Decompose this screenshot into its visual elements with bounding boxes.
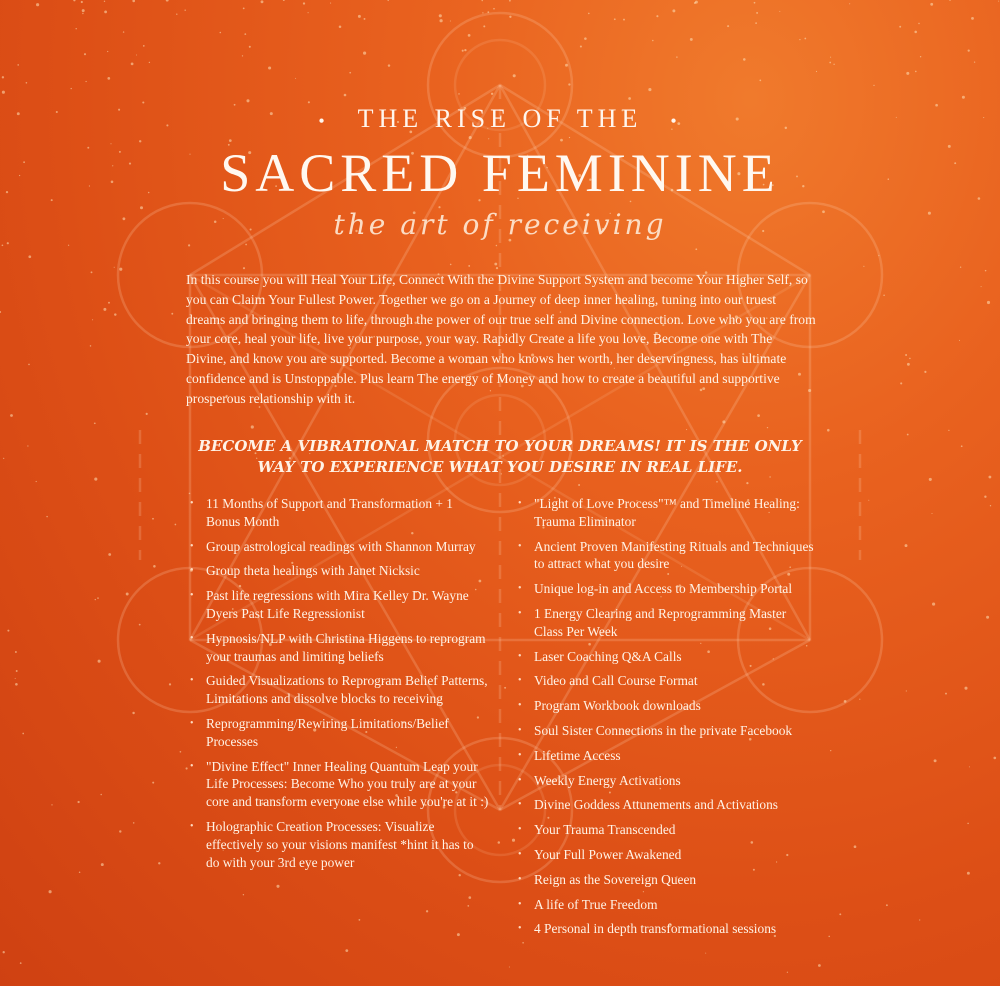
- sparkle-dot: [839, 913, 841, 915]
- sparkle-dot: [108, 553, 111, 556]
- sparkle-dot: [339, 25, 342, 28]
- sparkle-dot: [988, 476, 991, 479]
- sparkle-dot: [119, 268, 122, 271]
- sparkle-dot: [364, 18, 366, 20]
- sparkle-dot: [345, 949, 348, 952]
- sparkle-dot: [886, 904, 888, 906]
- sparkle-dot: [0, 311, 1, 313]
- sparkle-dot: [759, 80, 761, 82]
- sparkle-dot: [883, 295, 885, 297]
- sparkle-dot: [672, 9, 675, 12]
- sparkle-dot: [358, 919, 360, 921]
- sparkle-dot: [458, 93, 460, 95]
- sparkle-dot: [344, 94, 347, 97]
- sparkle-dot: [90, 345, 92, 347]
- sparkle-dot: [251, 425, 254, 428]
- sparkle-dot: [243, 267, 245, 269]
- sparkle-dot: [84, 53, 86, 55]
- sparkle-dot: [2, 244, 4, 246]
- sparkle-dot: [569, 137, 570, 138]
- sparkle-dot: [900, 382, 902, 384]
- list-item: • Your Full Power Awakened: [518, 846, 818, 864]
- sparkle-dot: [504, 687, 506, 689]
- list-item: • A life of True Freedom: [518, 896, 818, 914]
- sparkle-dot: [244, 33, 246, 35]
- sparkle-dot: [494, 263, 497, 266]
- sparkle-dot: [949, 0, 951, 1]
- list-item: • Group astrological readings with Shannon Murray: [190, 538, 490, 556]
- sparkle-dot: [131, 63, 134, 66]
- sparkle-dot: [82, 9, 85, 12]
- list-item: • Group theta healings with Janet Nicksic: [190, 562, 490, 580]
- sparkle-dot: [2, 76, 4, 78]
- sparkle-dot: [962, 96, 965, 99]
- pre-title: [0, 104, 1000, 134]
- sparkle-dot: [68, 245, 69, 246]
- sparkle-dot: [146, 413, 148, 415]
- sparkle-dot: [907, 363, 910, 366]
- sparkle-dot: [243, 894, 244, 895]
- sparkle-dot: [905, 544, 908, 547]
- sparkle-dot: [439, 14, 442, 17]
- sparkle-dot: [169, 683, 171, 685]
- sparkle-dot: [136, 55, 137, 56]
- sparkle-dot: [26, 82, 28, 84]
- sparkle-dot: [27, 445, 28, 446]
- dot-icon: •: [318, 110, 330, 131]
- sparkle-dot: [990, 505, 991, 506]
- sparkle-dot: [676, 56, 677, 57]
- sparkle-dot: [648, 88, 651, 91]
- list-item: • 11 Months of Support and Transformation + 1 Bonus Month: [190, 495, 490, 531]
- sparkle-dot: [998, 1, 999, 2]
- sparkle-dot: [909, 358, 911, 360]
- sparkle-dot: [457, 933, 460, 936]
- sparkle-dot: [180, 751, 182, 753]
- sparkle-dot: [924, 371, 926, 373]
- list-item: • Hypnosis/NLP with Christina Higgens to reprogram your traumas and limiting beliefs: [190, 630, 490, 666]
- sparkle-dot: [276, 885, 279, 888]
- sparkle-dot: [987, 301, 990, 304]
- sparkle-dot: [143, 45, 145, 47]
- sparkle-dot: [15, 683, 18, 686]
- sparkle-dot: [152, 782, 154, 784]
- sparkle-dot: [469, 136, 472, 139]
- sparkle-dot: [757, 414, 760, 417]
- sparkle-dot: [830, 57, 831, 58]
- sparkle-dot: [171, 313, 173, 315]
- sparkle-dot: [51, 804, 52, 805]
- intro-paragraph: In this course you will Heal Your Life, Connect With the Divine Support System and become Your Higher Self, so you can Claim Your Fullest Power. Together we go on a Journey of deep inner healing, tuning into our truest dreams and bringing them to life, through the power of our true self and Divine connection. Love who you are from your core, heal your life, live your purpose, your way. Rapidly Create a life you love, Become one with The Divine, and know you are supported. Become a woman who knows her worth, her deservingness, has ultimate confidence and is Unstoppable. Plus learn The energy of Money and how to create a beautiful and supportive prosperous relationship with it.: [186, 272, 816, 406]
- sparkle-dot: [767, 427, 768, 428]
- sparkle-dot: [7, 630, 9, 632]
- sparkle-dot: [7, 242, 9, 244]
- sparkle-dot: [36, 481, 37, 482]
- sparkle-dot: [107, 51, 108, 52]
- sparkle-dot: [509, 966, 510, 967]
- list-item: • Ancient Proven Manifesting Rituals and Techniques to attract what you desire: [518, 538, 818, 574]
- list-item: • Reign as the Sovereign Queen: [518, 871, 818, 889]
- sparkle-dot: [849, 3, 850, 4]
- sparkle-dot: [854, 845, 857, 848]
- sparkle-dot: [705, 953, 706, 954]
- sparkle-dot: [906, 690, 907, 691]
- sparkle-dot: [91, 271, 93, 273]
- sparkle-dot: [971, 17, 974, 20]
- sparkle-dot: [491, 93, 493, 95]
- sparkle-dot: [308, 12, 309, 13]
- sparkle-dot: [915, 71, 917, 73]
- sparkle-dot: [426, 910, 428, 912]
- sparkle-dot: [899, 26, 901, 28]
- sparkle-dot: [513, 74, 516, 77]
- sparkle-dot: [22, 733, 24, 735]
- sparkle-dot: [628, 97, 631, 100]
- sparkle-dot: [28, 364, 30, 366]
- sparkle-dot: [10, 414, 13, 417]
- sparkle-dot: [363, 52, 366, 55]
- sparkle-dot: [967, 823, 969, 825]
- sparkle-dot: [108, 302, 110, 304]
- sparkle-dot: [153, 565, 156, 568]
- list-item: • Program Workbook downloads: [518, 697, 818, 715]
- sparkle-dot: [816, 71, 817, 72]
- sparkle-dot: [249, 46, 251, 48]
- sparkle-dot: [387, 0, 388, 1]
- sparkle-dot: [493, 8, 495, 10]
- sparkle-dot: [100, 794, 102, 796]
- sparkle-dot: [509, 16, 511, 18]
- sparkle-dot: [907, 434, 909, 436]
- sparkle-dot: [20, 962, 22, 964]
- sparkle-dot: [787, 972, 788, 973]
- sparkle-dot: [981, 286, 982, 287]
- sparkle-dot: [468, 896, 471, 899]
- sparkle-dot: [482, 0, 483, 1]
- sparkle-dot: [220, 32, 222, 34]
- sparkle-dot: [496, 245, 498, 247]
- sparkle-dot: [28, 255, 31, 258]
- sparkle-dot: [695, 248, 697, 250]
- page-title: SACRED FEMININE: [220, 143, 780, 203]
- sparkle-dot: [95, 599, 96, 600]
- sparkle-dot: [686, 429, 687, 430]
- sparkle-dot: [929, 478, 932, 481]
- sparkle-dot: [932, 513, 933, 514]
- list-item: • 1 Energy Clearing and Reprogramming Master Class Per Week: [518, 605, 818, 641]
- sparkle-dot: [509, 0, 511, 2]
- sparkle-dot: [97, 597, 99, 599]
- sparkle-dot: [132, 712, 134, 714]
- list-item: • Your Trauma Transcended: [518, 821, 818, 839]
- sparkle-dot: [119, 830, 121, 832]
- sparkle-dot: [993, 757, 996, 760]
- sparkle-dot: [914, 31, 917, 34]
- sparkle-dot: [126, 593, 129, 596]
- sparkle-dot: [984, 496, 986, 498]
- sparkle-dot: [905, 354, 907, 356]
- sparkle-dot: [92, 319, 93, 320]
- sparkle-dot: [132, 0, 135, 2]
- benefits-list-left: [190, 495, 490, 878]
- sparkle-dot: [779, 11, 780, 12]
- sparkle-dot: [79, 871, 81, 873]
- sparkle-dot: [49, 890, 52, 893]
- list-item: • Video and Call Course Format: [518, 672, 818, 690]
- sparkle-dot: [303, 2, 305, 4]
- sparkle-dot: [859, 699, 860, 700]
- sparkle-dot: [15, 651, 17, 653]
- sparkle-dot: [94, 478, 97, 481]
- sparkle-dot: [498, 841, 501, 844]
- list-item: • Reprogramming/Rewiring Limitations/Belief Processes: [190, 715, 490, 751]
- sparkle-dot: [104, 1, 105, 2]
- sparkle-dot: [94, 422, 96, 424]
- sparkle-dot: [830, 750, 831, 751]
- sparkle-dot: [755, 22, 757, 24]
- list-item: • Laser Coaching Q&A Calls: [518, 648, 818, 666]
- sparkle-dot: [114, 267, 115, 268]
- sparkle-dot: [948, 430, 949, 431]
- sparkle-dot: [101, 863, 104, 866]
- sparkle-dot: [906, 72, 909, 75]
- sparkle-dot: [483, 25, 485, 27]
- sparkle-dot: [46, 516, 47, 517]
- sparkle-dot: [969, 766, 970, 767]
- sparkle-dot: [930, 3, 933, 6]
- sparkle-dot: [694, 2, 696, 4]
- sparkle-dot: [16, 670, 18, 672]
- sparkle-dot: [756, 12, 758, 14]
- sparkle-dot: [358, 15, 361, 18]
- sparkle-dot: [73, 0, 75, 1]
- sparkle-dot: [98, 660, 101, 663]
- sparkle-dot: [967, 872, 970, 875]
- sparkle-dot: [964, 687, 967, 690]
- sparkle-dot: [468, 34, 471, 37]
- sparkle-dot: [133, 822, 135, 824]
- sparkle-dot: [36, 3, 39, 6]
- sparkle-dot: [920, 56, 921, 57]
- sparkle-dot: [149, 62, 150, 63]
- sparkle-dot: [450, 264, 452, 266]
- sparkle-dot: [349, 72, 351, 74]
- sparkle-dot: [868, 500, 869, 501]
- sparkle-dot: [512, 839, 515, 842]
- sparkle-dot: [176, 14, 177, 15]
- sparkle-dot: [388, 64, 390, 66]
- sparkle-dot: [268, 66, 271, 69]
- callout-heading: BECOME A VIBRATIONAL MATCH TO YOUR DREAMS! IT IS THE ONLY WAY TO EXPERIENCE WHAT YOU DESIRE IN REAL LIFE.: [198, 437, 802, 476]
- sparkle-dot: [716, 481, 718, 483]
- sparkle-dot: [878, 255, 879, 256]
- sparkle-dot: [968, 49, 970, 51]
- sparkle-dot: [828, 936, 830, 938]
- sparkle-dot: [77, 801, 79, 803]
- sparkle-dot: [2, 91, 5, 94]
- sparkle-dot: [722, 420, 725, 423]
- sparkle-dot: [623, 19, 625, 21]
- sparkle-dot: [754, 2, 756, 4]
- list-item: • Holographic Creation Processes: Visualize effectively so your visions manifest *hint it has to do with your 3rd eye power: [190, 818, 490, 871]
- sparkle-dot: [3, 951, 5, 953]
- sparkle-dot: [158, 862, 160, 864]
- sparkle-dot: [175, 524, 177, 526]
- sparkle-dot: [588, 13, 590, 15]
- sparkle-dot: [863, 266, 864, 267]
- sparkle-dot: [829, 62, 831, 64]
- sparkle-dot: [104, 11, 107, 14]
- sparkle-dot: [76, 28, 77, 29]
- sparkle-dot: [243, 8, 245, 10]
- sparkle-dot: [580, 45, 582, 47]
- sparkle-dot: [799, 39, 800, 40]
- list-item: • "Divine Effect" Inner Healing Quantum Leap your Life Processes: Become Who you truly are at your core and transform everyone else while you're at it :): [190, 758, 490, 811]
- sparkle-dot: [960, 267, 961, 268]
- sparkle-dot: [727, 25, 729, 27]
- sparkle-dot: [844, 700, 847, 703]
- list-item: • Lifetime Access: [518, 747, 818, 765]
- sparkle-dot: [974, 61, 975, 62]
- sparkle-dot: [15, 678, 16, 679]
- subtitle-script: the art of receiving: [333, 208, 667, 241]
- sparkle-dot: [462, 50, 464, 52]
- sparkle-dot: [652, 40, 654, 42]
- list-item: • Soul Sister Connections in the private Facebook: [518, 722, 818, 740]
- sparkle-dot: [578, 484, 580, 486]
- sparkle-dot: [565, 64, 568, 67]
- sparkle-dot: [487, 11, 489, 13]
- sparkle-dot: [152, 518, 154, 520]
- sparkle-dot: [295, 78, 296, 79]
- sparkle-dot: [114, 313, 116, 315]
- sparkle-dot: [656, 15, 658, 17]
- sparkle-dot: [919, 919, 920, 920]
- list-item: • Weekly Energy Activations: [518, 772, 818, 790]
- sparkle-dot: [186, 767, 188, 769]
- sparkle-dot: [468, 265, 470, 267]
- sparkle-dot: [184, 9, 185, 10]
- sparkle-dot: [959, 340, 960, 341]
- sparkle-dot: [818, 964, 821, 967]
- list-item: • 4 Personal in depth transformational sessions: [518, 920, 818, 938]
- sparkle-dot: [107, 77, 110, 80]
- sparkle-dot: [584, 37, 587, 40]
- list-item: • Past life regressions with Mira Kelley Dr. Wayne Dyers Past Life Regressionist: [190, 587, 490, 623]
- sparkle-dot: [918, 23, 919, 24]
- sparkle-dot: [934, 759, 937, 762]
- sparkle-dot: [833, 64, 834, 65]
- sparkle-dot: [246, 99, 249, 102]
- list-item: • Divine Goddess Attunements and Activations: [518, 796, 818, 814]
- sparkle-dot: [873, 85, 874, 86]
- sparkle-dot: [440, 19, 443, 22]
- sparkle-dot: [743, 58, 746, 61]
- sparkle-dot: [123, 31, 124, 32]
- sparkle-dot: [283, 0, 285, 1]
- list-item: • "Light of Love Process"™ and Timeline Healing: Trauma Eliminator: [518, 495, 818, 531]
- sparkle-dot: [827, 429, 830, 432]
- benefits-list-right: [518, 495, 818, 945]
- sparkle-dot: [986, 616, 989, 619]
- sparkle-dot: [17, 64, 19, 66]
- sparkle-dot: [804, 38, 806, 40]
- sparkle-dot: [3, 458, 4, 459]
- sparkle-dot: [496, 267, 498, 269]
- sparkle-dot: [568, 83, 570, 85]
- pre-title-text: THE RISE OF THE: [357, 104, 643, 133]
- sparkle-dot: [139, 624, 141, 626]
- sparkle-dot: [488, 138, 489, 139]
- sparkle-dot: [261, 0, 264, 3]
- dot-icon: •: [670, 110, 682, 131]
- sparkle-dot: [85, 81, 86, 82]
- sparkle-dot: [985, 270, 987, 272]
- sparkle-dot: [614, 18, 616, 20]
- list-item: • Unique log-in and Access to Membership Portal: [518, 580, 818, 598]
- sparkle-dot: [188, 244, 190, 246]
- sparkle-dot: [482, 12, 483, 13]
- sparkle-dot: [467, 905, 469, 907]
- sparkle-dot: [450, 20, 451, 21]
- sparkle-dot: [690, 38, 693, 41]
- sparkle-dot: [81, 1, 83, 3]
- sparkle-dot: [71, 88, 72, 89]
- sparkle-dot: [166, 0, 169, 2]
- list-item: • Guided Visualizations to Reprogram Belief Patterns, Limitations and dissolve blocks to receiving: [190, 672, 490, 708]
- sparkle-dot: [242, 55, 243, 56]
- sparkle-dot: [746, 482, 748, 484]
- sparkle-dot: [945, 693, 947, 695]
- sparkle-dot: [189, 493, 191, 495]
- sparkle-dot: [464, 49, 466, 51]
- sparkle-dot: [330, 3, 331, 4]
- sparkle-dot: [245, 244, 247, 246]
- sparkle-dot: [961, 445, 963, 447]
- sparkle-dot: [103, 308, 106, 311]
- sparkle-dot: [932, 603, 935, 606]
- sparkle-dot: [82, 13, 83, 14]
